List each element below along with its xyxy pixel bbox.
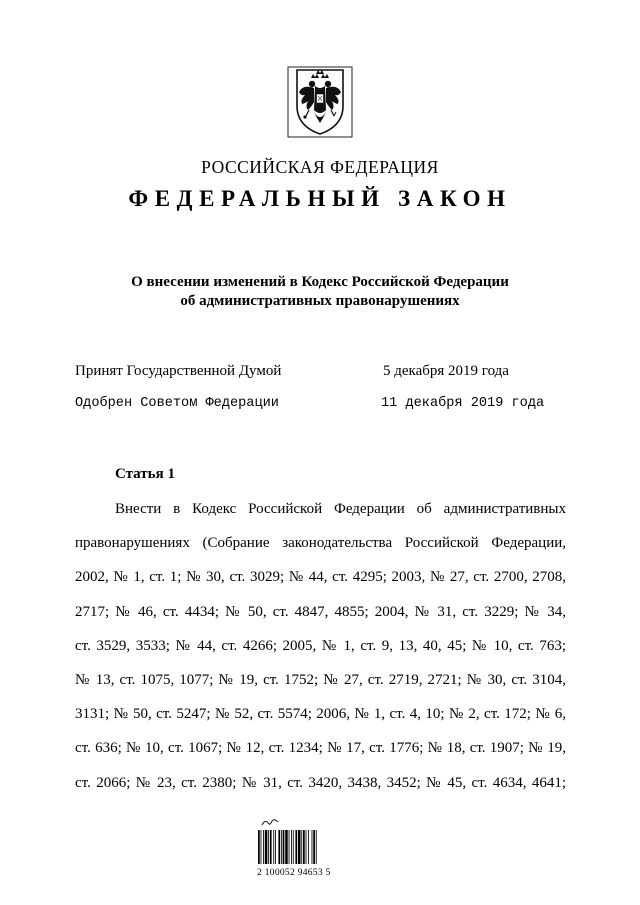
body-line: правонарушениях (Собрание законодательства Российской Федерации,: [75, 535, 566, 552]
body-line: ст. 636; № 10, ст. 1067; № 12, ст. 1234; № 17, ст. 1776; № 18, ст. 1907; № 19,: [75, 740, 566, 757]
barcode-bars-icon: [257, 830, 341, 864]
body-line: ст. 3529, 3533; № 44, ст. 4266; 2005, № 1, ст. 9, 13, 40, 45; № 10, ст. 763;: [75, 637, 566, 654]
body-line: Внести в Кодекс Российской Федерации об административных: [115, 501, 566, 517]
adoption-duma-date: 5 декабря 2019 года: [383, 363, 509, 379]
body-line: 2002, № 1, ст. 1; № 30, ст. 3029; № 44, ст. 4295; 2003, № 27, ст. 2700, 2708,: [75, 569, 566, 586]
body-line: 2717; № 46, ст. 4434; № 50, ст. 4847, 4855; 2004, № 31, ст. 3229; № 34,: [75, 603, 566, 620]
scribble-mark-icon: [261, 818, 279, 827]
state-name: РОССИЙСКАЯ ФЕДЕРАЦИЯ: [201, 157, 439, 177]
article-body: [75, 498, 566, 806]
document-type-title: ФЕДЕРАЛЬНЫЙ ЗАКОН: [128, 186, 512, 211]
body-line: 3131; № 50, ст. 5247; № 52, ст. 5574; 2006, № 1, ст. 4, 10; № 2, ст. 172; № 6,: [75, 706, 566, 723]
coat-of-arms-icon: [287, 66, 353, 138]
approval-council-date: 11 декабря 2019 года: [381, 396, 545, 411]
body-line: № 13, ст. 1075, 1077; № 19, ст. 1752; № 27, ст. 2719, 2721; № 30, ст. 3104,: [75, 671, 566, 688]
article-heading: Статья 1: [115, 466, 175, 482]
barcode: [257, 818, 341, 880]
barcode-digits: 2 100052 94653 5: [257, 868, 331, 878]
law-subject-line-1: О внесении изменений в Кодекс Российской Федерации: [131, 274, 509, 290]
approval-council-label: Одобрен Советом Федерации: [75, 396, 279, 411]
body-line: ст. 2066; № 23, ст. 2380; № 31, ст. 3420, 3438, 3452; № 45, ст. 4634, 4641;: [75, 774, 566, 791]
law-subject: [0, 273, 640, 311]
adoption-duma-label: Принят Государственной Думой: [75, 363, 282, 379]
law-subject-line-2: об административных правонарушениях: [180, 293, 460, 309]
